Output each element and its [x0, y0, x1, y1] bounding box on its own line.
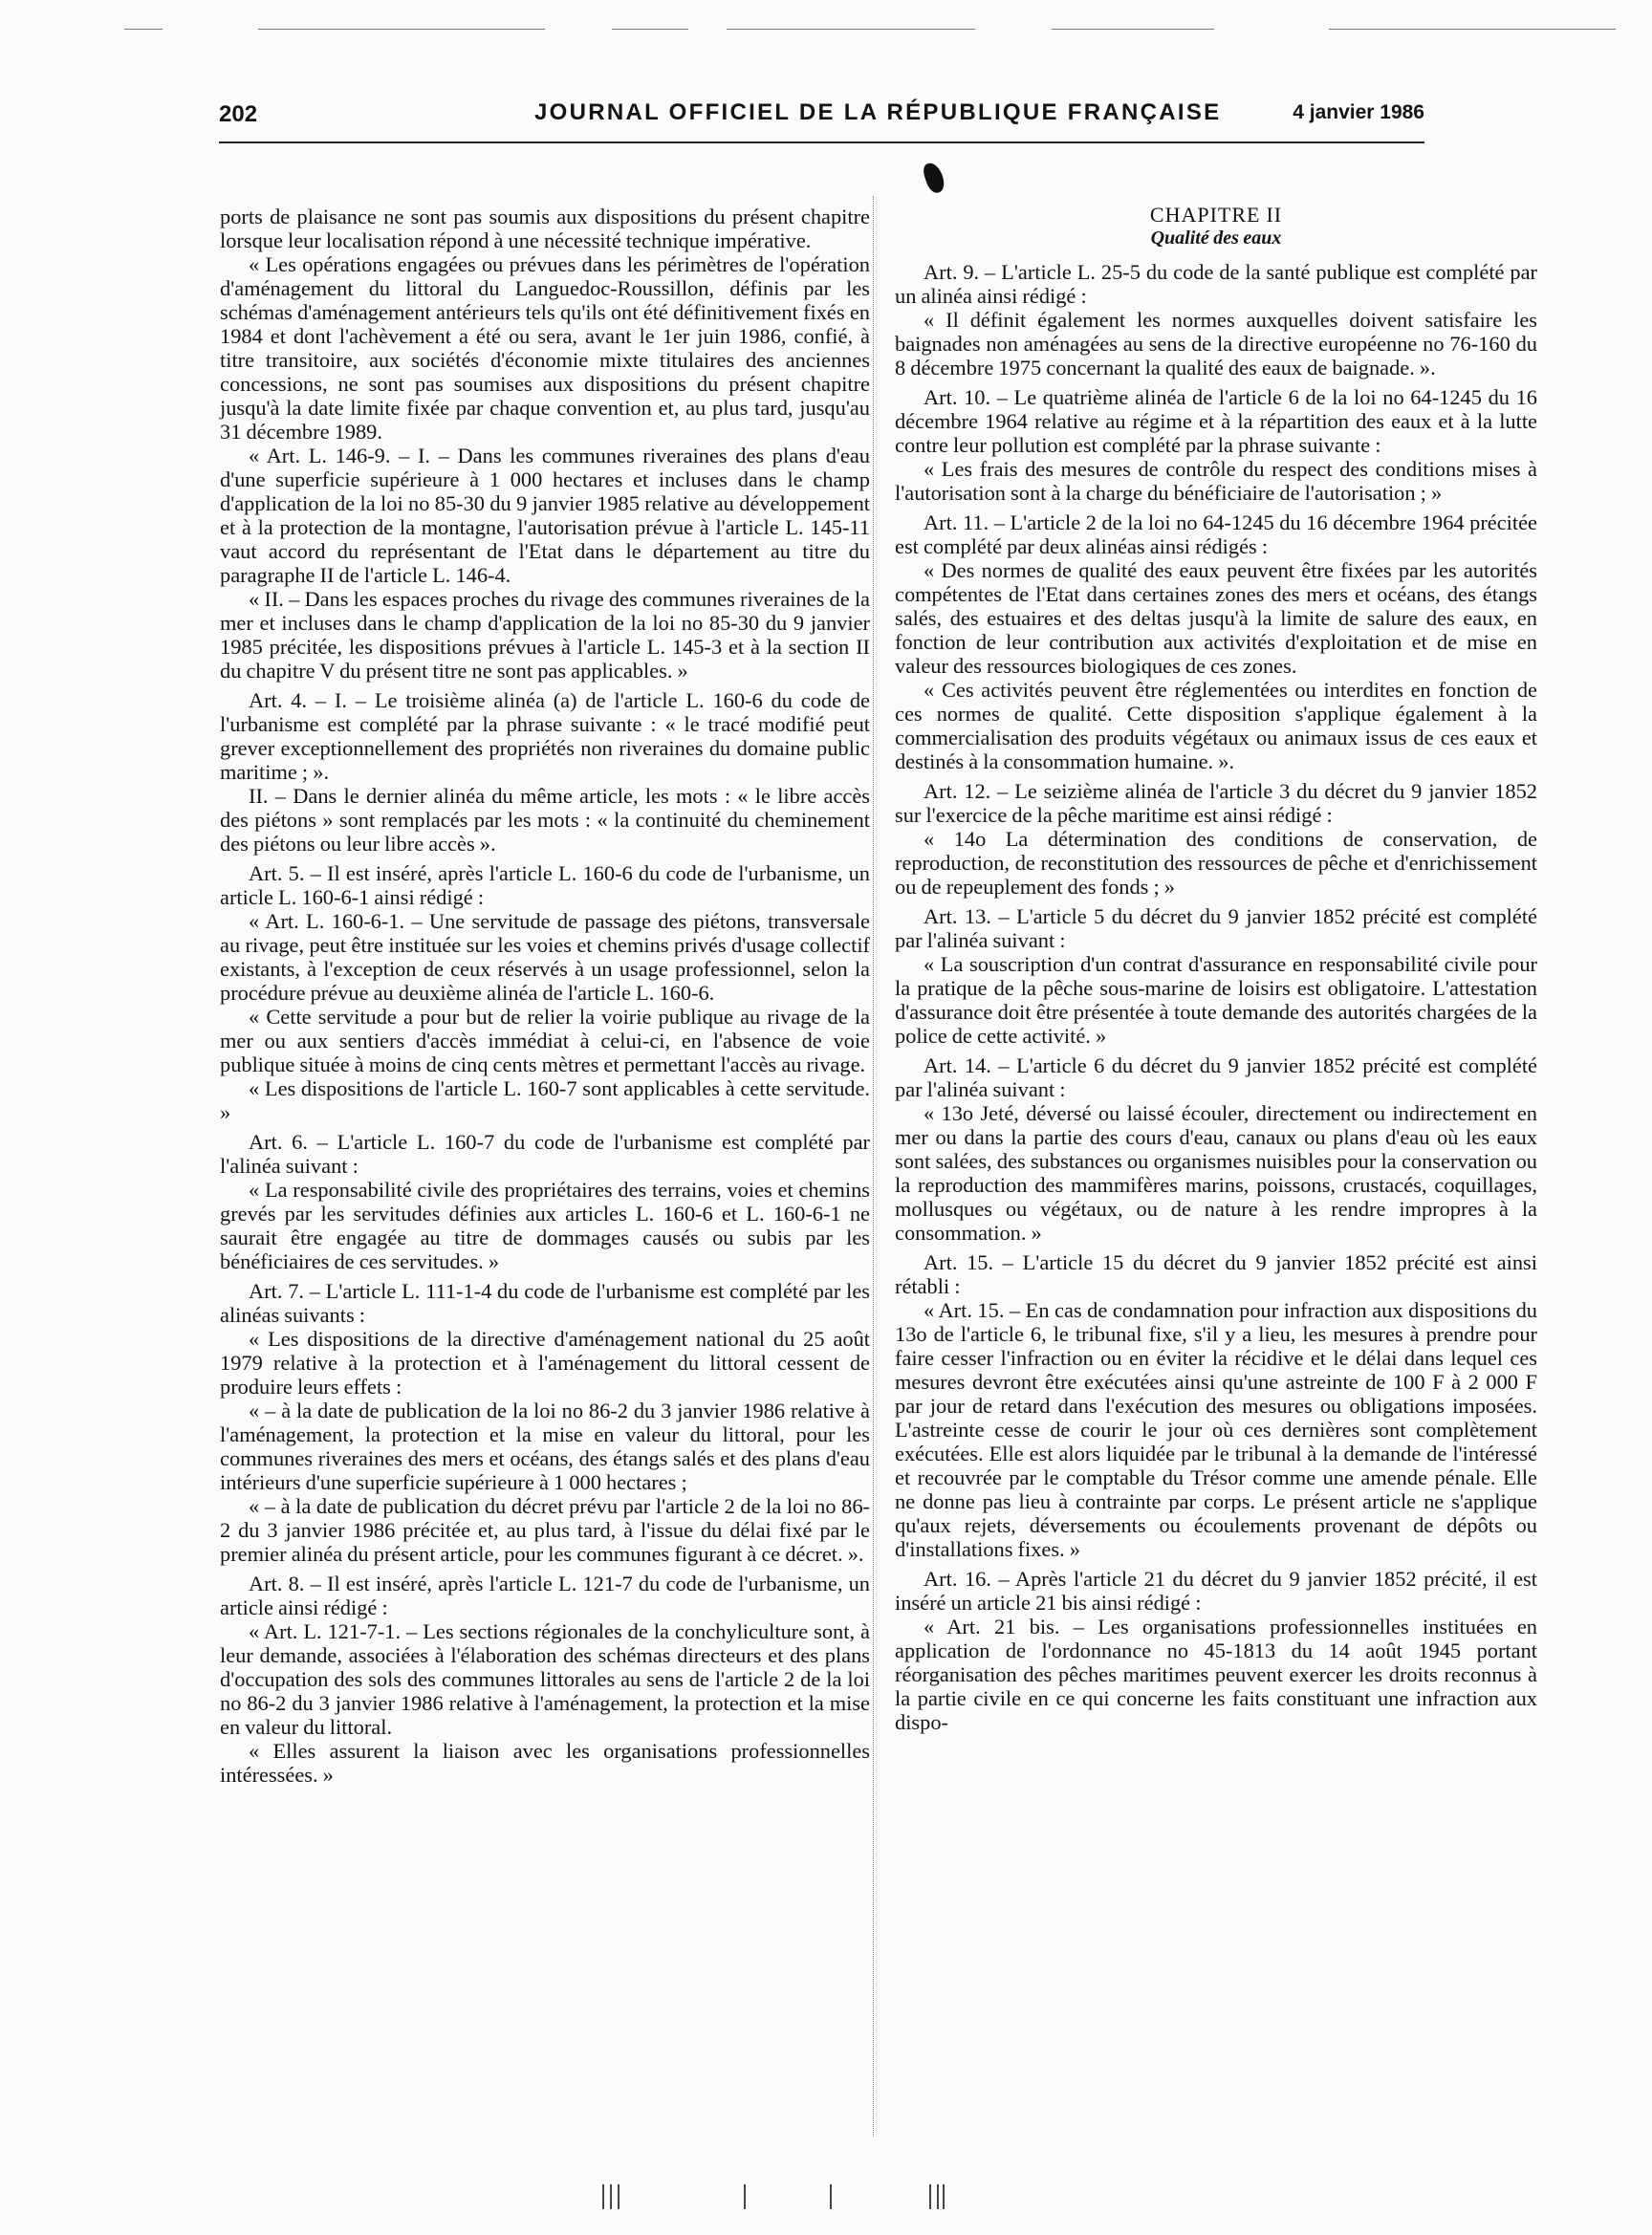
article-paragraph: Art. 4. – I. – Le troisième alinéa (a) de l'article L. 160-6 du code de l'urbanisme est complété par la phrase suivante : « le tracé modifié peut grever exceptionnellement des propriétés non riveraines du domaine public maritime ; ».: [220, 688, 870, 784]
body-paragraph: ports de plaisance ne sont pas soumis aux dispositions du présent chapitre lorsque leur localisation répond à une nécessité technique impérative.: [220, 205, 870, 252]
article-paragraph: Art. 9. – L'article L. 25-5 du code de la santé publique est complété par un alinéa ainsi rédigé :: [895, 260, 1537, 308]
article-paragraph: Art. 8. – Il est inséré, après l'article L. 121-7 du code de l'urbanisme, un article ainsi rédigé :: [220, 1572, 870, 1619]
body-paragraph: « La responsabilité civile des propriétaires des terrains, voies et chemins grevés par les servitudes définies aux articles L. 160-6 et L. 160-6-1 ne saurait être engagée au titre de dommages causés ou subis par les bénéficiaires de ces servitudes. »: [220, 1178, 870, 1273]
body-paragraph: « Cette servitude a pour but de relier la voirie publique au rivage de la mer ou aux sentiers d'accès immédiat à celui-ci, en l'absence de voie publique située à moins de cinq cents mètres et permettant l'accès au rivage.: [220, 1005, 870, 1076]
column-divider: [873, 196, 874, 2137]
body-paragraph: « Les dispositions de l'article L. 160-7 sont applicables à cette servitude. »: [220, 1076, 870, 1124]
body-paragraph: « Les frais des mesures de contrôle du respect des conditions mises à l'autorisation sont à la charge du bénéficiaire de l'autorisation ; »: [895, 457, 1537, 505]
body-paragraph: « Art. 15. – En cas de condamnation pour infraction aux dispositions du 13o de l'article 6, le tribunal fixe, s'il y a lieu, les mesures à prendre pour faire cesser l'infraction ou en éviter la récidive et le délai dans lequel ces mesures devront être exécutées ainsi qu'une astreinte de 100 F à 2 000 F par jour de retard dans l'exécution des mesures ou obligations imposées. L'astreinte cesse de courir le jour où ces dernières sont complètement exécutées. Elle est alors liquidée par le tribunal à la demande de l'intéressé et recouvrée par le comptable du Trésor comme une amende pénale. Elle ne donne pas lieu à contrainte par corps. Le présent article ne s'applique qu'aux rejets, déversements ou écoulements provenant de dépôts ou d'installations fixes. »: [895, 1298, 1537, 1561]
body-paragraph: « Il définit également les normes auxquelles doivent satisfaire les baignades non aménagées au sens de la directive européenne no 76-160 du 8 décembre 1975 concernant la qualité des eaux de baignade. ».: [895, 308, 1537, 380]
body-paragraph: « Art. 21 bis. – Les organisations professionnelles instituées en application de l'ordonnance no 45-1813 du 14 août 1945 portant réorganisation des pêches maritimes peuvent exercer les droits reconnus à la partie civile en ce qui concerne les faits constituant une infraction aux dispo-: [895, 1615, 1537, 1734]
article-paragraph: Art. 11. – L'article 2 de la loi no 64-1245 du 16 décembre 1964 précitée est complété par deux alinéas ainsi rédigés :: [895, 510, 1537, 558]
body-paragraph: « Les dispositions de la directive d'aménagement national du 25 août 1979 relative à la protection et à l'aménagement du littoral cessent de produire leurs effets :: [220, 1327, 870, 1399]
body-paragraph: « Art. L. 160-6-1. – Une servitude de passage des piétons, transversale au rivage, peut être instituée sur les voies et chemins privés d'usage collectif existants, à l'exception de ceux réservés à un usage professionnel, selon la procédure prévue au deuxième alinéa de l'article L. 160-6.: [220, 909, 870, 1005]
scan-bottom-artifacts: [574, 2184, 975, 2213]
page-number: 202: [219, 101, 258, 127]
body-paragraph: II. – Dans le dernier alinéa du même article, les mots : « le libre accès des piétons » sont remplacés par les mots : « la continuité du cheminement des piétons ou leur libre accès ».: [220, 784, 870, 856]
body-paragraph: « La souscription d'un contrat d'assurance en responsabilité civile pour la pratique de la pêche sous-marine de loisirs est obligatoire. L'attestation d'assurance doit être présentée à toute demande des autorités chargées de la police de cette activité. »: [895, 952, 1537, 1048]
body-paragraph: « 13o Jeté, déversé ou laissé écouler, directement ou indirectement en mer ou dans la partie des cours d'eau, canaux ou plans d'eau où les eaux sont salées, des substances ou organismes nuisibles pour la conservation ou la reproduction des mammifères marins, poissons, crustacés, coquillages, mollusques ou végétaux, ou de nature à les rendre impropres à la consommation. »: [895, 1101, 1537, 1245]
article-paragraph: Art. 13. – L'article 5 du décret du 9 janvier 1852 précité est complété par l'alinéa suivant :: [895, 904, 1537, 952]
journal-title: JOURNAL OFFICIEL DE LA RÉPUBLIQUE FRANÇAISE: [534, 99, 1222, 125]
ink-blot: [921, 161, 946, 195]
body-paragraph: « – à la date de publication de la loi no 86-2 du 3 janvier 1986 relative à l'aménagement, la protection et la mise en valeur du littoral, pour les communes riveraines des mers et océans, des étangs salés et des plans d'eau intérieurs d'une superficie supérieure à 1 000 hectares ;: [220, 1399, 870, 1494]
right-column: [895, 203, 1537, 1734]
issue-date: 4 janvier 1986: [1293, 101, 1424, 123]
body-paragraph: « Art. L. 121-7-1. – Les sections régionales de la conchyliculture sont, à leur demande, associées à l'élaboration des schémas directeurs et des plans d'occupation des sols des communes littorales au sens de l'article 2 de la loi no 86-2 du 3 janvier 1986 relative à l'aménagement, la protection et la mise en valeur du littoral.: [220, 1619, 870, 1739]
body-paragraph: « Ces activités peuvent être réglementées ou interdites en fonction de ces normes de qualité. Cette disposition s'applique également à la commercialisation des produits végétaux ou animaux issus de ces eaux et destinés à la consommation humaine. ».: [895, 678, 1537, 773]
article-paragraph: Art. 7. – L'article L. 111-1-4 du code de l'urbanisme est complété par les alinéas suivants :: [220, 1279, 870, 1327]
body-paragraph: « Elles assurent la liaison avec les organisations professionnelles intéressées. »: [220, 1739, 870, 1787]
article-paragraph: Art. 14. – L'article 6 du décret du 9 janvier 1852 précité est complété par l'alinéa suivant :: [895, 1053, 1537, 1101]
left-column: [220, 205, 870, 1787]
chapter-subtitle: Qualité des eaux: [1150, 228, 1282, 249]
scan-top-artifacts: [0, 21, 1652, 34]
body-paragraph: « II. – Dans les espaces proches du rivage des communes riveraines de la mer et incluses dans le champ d'application de la loi no 85-30 du 9 janvier 1985 précitée, les dispositions prévues à l'article L. 145-3 et à la section II du chapitre V du présent titre ne sont pas applicables. »: [220, 587, 870, 683]
body-paragraph: « Art. L. 146-9. – I. – Dans les communes riveraines des plans d'eau d'une superficie supérieure à 1 000 hectares et incluses dans le champ d'application de la loi no 85-30 du 9 janvier 1985 relative au développement et à la protection de la montagne, l'autorisation prévue à l'article L. 145-11 vaut accord du représentant de l'Etat dans le département au titre du paragraphe II de l'article L. 146-4.: [220, 444, 870, 587]
header-rule: [219, 141, 1424, 143]
article-paragraph: Art. 5. – Il est inséré, après l'article L. 160-6 du code de l'urbanisme, un article L. 160-6-1 ainsi rédigé :: [220, 861, 870, 909]
article-paragraph: Art. 16. – Après l'article 21 du décret du 9 janvier 1852 précité, il est inséré un article 21 bis ainsi rédigé :: [895, 1567, 1537, 1615]
body-paragraph: « 14o La détermination des conditions de conservation, de reproduction, de reconstitution des ressources de pêche et d'enrichissement ou de repeuplement des fonds ; »: [895, 827, 1537, 899]
body-paragraph: « Des normes de qualité des eaux peuvent être fixées par les autorités compétentes de l'Etat dans certaines zones des mers et océans, des étangs salés, des estuaires et des deltas jusqu'à la limite de salure des eaux, en fonction de leur contribution aux activités d'exploitation et de mise en valeur des ressources biologiques de ces zones.: [895, 558, 1537, 678]
chapter-heading: CHAPITRE II: [1149, 203, 1283, 227]
article-paragraph: Art. 15. – L'article 15 du décret du 9 janvier 1852 précité est ainsi rétabli :: [895, 1250, 1537, 1298]
body-paragraph: « Les opérations engagées ou prévues dans les périmètres de l'opération d'aménagement du littoral du Languedoc-Roussillon, définis par les schémas d'aménagement antérieurs tels qu'ils ont été définitivement fixés en 1984 et dont l'achèvement a été ou sera, avant le 1er juin 1986, confié, à titre transitoire, aux sociétés d'économie mixte titulaires des anciennes concessions, ne sont pas soumises aux dispositions du présent chapitre jusqu'à la date limite fixée par chaque convention et, au plus tard, jusqu'au 31 décembre 1989.: [220, 252, 870, 444]
article-paragraph: Art. 10. – Le quatrième alinéa de l'article 6 de la loi no 64-1245 du 16 décembre 1964 relative au régime et à la répartition des eaux et à la lutte contre leur pollution est complété par la phrase suivante :: [895, 385, 1537, 457]
page-header: [219, 99, 1424, 138]
body-paragraph: « – à la date de publication du décret prévu par l'article 2 de la loi no 86-2 du 3 janvier 1986 précitée et, au plus tard, à l'issue du délai fixé par le premier alinéa du présent article, pour les communes figurant à ce décret. ».: [220, 1494, 870, 1566]
article-paragraph: Art. 6. – L'article L. 160-7 du code de l'urbanisme est complété par l'alinéa suivant :: [220, 1130, 870, 1178]
article-paragraph: Art. 12. – Le seizième alinéa de l'article 3 du décret du 9 janvier 1852 sur l'exercice de la pêche maritime est ainsi rédigé :: [895, 779, 1537, 827]
